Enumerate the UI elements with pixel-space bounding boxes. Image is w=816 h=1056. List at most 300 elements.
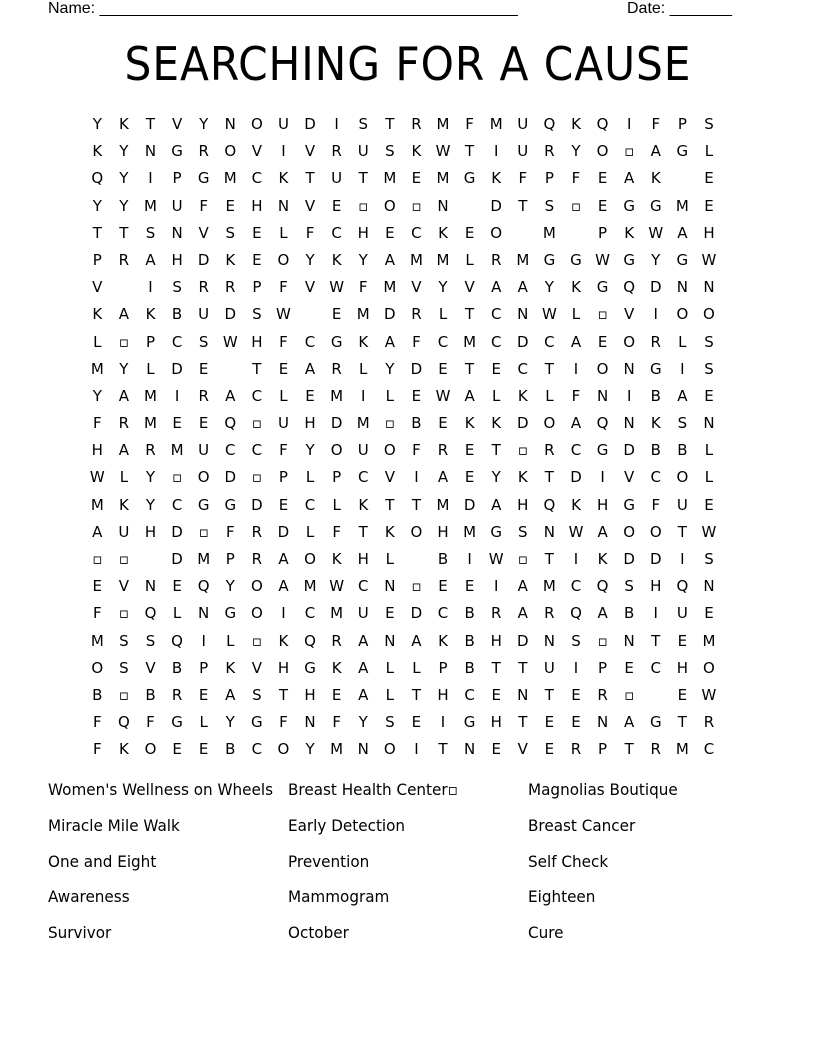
grid-cell: A xyxy=(677,386,688,405)
grid-cell: D xyxy=(224,305,237,324)
grid-cell: Q xyxy=(304,631,316,650)
grid-cell: N xyxy=(437,196,449,215)
grid-cell: A xyxy=(491,278,502,297)
grid-cell: ▫ xyxy=(251,631,262,650)
page-title: SEARCHING FOR A CAUSE xyxy=(124,37,692,91)
grid-cell: O xyxy=(543,414,556,433)
grid-cell: K xyxy=(331,250,342,269)
grid-cell: E xyxy=(677,685,688,704)
grid-cell: Y xyxy=(225,713,235,732)
grid-cell: S xyxy=(358,115,368,133)
grid-cell: F xyxy=(651,115,661,133)
grid-cell: T xyxy=(677,522,687,541)
grid-cell: A xyxy=(145,250,156,269)
grid-cell: Y xyxy=(438,278,448,297)
grid-cell: E xyxy=(225,196,235,215)
grid-row xyxy=(84,546,722,573)
grid-cell: G xyxy=(171,713,183,732)
grid-cell: F xyxy=(279,278,288,297)
grid-cell: C xyxy=(570,441,582,460)
grid-cell: E xyxy=(464,441,475,460)
word-item: Breast Health Center▫ xyxy=(288,780,458,799)
grid-cell: M xyxy=(463,522,477,541)
grid-cell: E xyxy=(278,495,289,514)
grid-cell: U xyxy=(517,115,529,133)
grid-cell: L xyxy=(199,713,208,732)
word-item: Women's Wellness on Wheels xyxy=(48,780,274,799)
grid-cell: E xyxy=(385,223,395,242)
grid-cell: ▫ xyxy=(92,550,103,568)
grid-cell: H xyxy=(437,685,449,704)
grid-cell: L xyxy=(359,359,368,378)
grid-cell: N xyxy=(144,142,157,161)
grid-cell: A xyxy=(491,495,502,514)
grid-cell: P xyxy=(544,169,554,188)
grid-cell: H xyxy=(304,685,316,704)
grid-cell: F xyxy=(92,414,102,433)
grid-cell: T xyxy=(677,713,687,732)
grid-cell: K xyxy=(358,332,369,351)
word-list-column-3 xyxy=(528,772,768,951)
grid-cell: I xyxy=(680,550,685,568)
grid-cell: A xyxy=(278,550,289,568)
grid-cell: D xyxy=(623,550,635,568)
grid-cell: R xyxy=(331,631,342,650)
grid-cell: A xyxy=(358,658,369,677)
grid-cell: K xyxy=(517,386,528,405)
grid-cell: H xyxy=(251,332,263,351)
grid-cell: N xyxy=(144,577,157,596)
grid-cell: P xyxy=(252,278,262,297)
grid-row xyxy=(84,193,722,220)
word-item: Magnolias Boutique xyxy=(528,780,678,799)
grid-cell: S xyxy=(119,631,129,650)
grid-cell: U xyxy=(357,604,369,623)
grid-cell: V xyxy=(92,278,103,297)
grid-cell xyxy=(669,165,696,192)
grid-cell: N xyxy=(543,522,555,541)
grid-cell: O xyxy=(144,740,157,759)
grid-cell: H xyxy=(676,658,688,677)
grid-cell: K xyxy=(571,495,581,514)
grid-row xyxy=(84,165,722,192)
grid-cell: C xyxy=(251,386,263,405)
grid-cell: C xyxy=(304,332,316,351)
grid-cell: M xyxy=(330,386,344,405)
grid-cell: D xyxy=(171,550,183,568)
grid-cell: K xyxy=(464,414,475,433)
grid-cell: A xyxy=(118,441,130,460)
grid-cell: V xyxy=(118,577,130,596)
grid-cell: V xyxy=(464,278,475,297)
grid-cell xyxy=(456,193,483,220)
grid-cell: Y xyxy=(92,386,102,405)
grid-cell: L xyxy=(545,386,554,405)
grid-cell: N xyxy=(384,631,396,650)
grid-cell: T xyxy=(465,305,475,324)
grid-cell: R xyxy=(544,604,555,623)
grid-cell: O xyxy=(623,332,636,351)
grid-cell: E xyxy=(571,713,581,732)
word-list-column-2 xyxy=(288,772,528,951)
grid-cell: E xyxy=(464,468,475,487)
grid-cell: O xyxy=(250,577,263,596)
grid-cell: T xyxy=(518,196,528,215)
grid-cell: F xyxy=(92,740,102,759)
grid-cell: O xyxy=(224,142,237,161)
grid-cell: C xyxy=(171,495,183,514)
grid-cell: F xyxy=(332,522,341,541)
grid-cell: W xyxy=(222,332,238,351)
grid-cell: A xyxy=(570,332,582,351)
grid-cell: F xyxy=(465,115,474,133)
grid-cell: S xyxy=(544,196,555,215)
grid-cell: V xyxy=(624,305,635,324)
grid-cell xyxy=(403,546,430,573)
grid-cell: W xyxy=(488,550,504,568)
grid-cell: G xyxy=(676,142,689,161)
grid-cell: A xyxy=(304,359,316,378)
grid-cell: B xyxy=(650,386,661,405)
grid-cell: T xyxy=(92,223,102,242)
grid-cell: B xyxy=(464,604,475,623)
grid-cell: O xyxy=(676,305,689,324)
grid-cell: N xyxy=(277,196,290,215)
grid-cell: W xyxy=(276,305,291,324)
word-item: Mammogram xyxy=(288,887,390,907)
grid-cell: M xyxy=(330,740,344,759)
grid-cell xyxy=(563,220,590,247)
grid-row xyxy=(84,274,722,301)
grid-cell: ▫ xyxy=(517,441,528,460)
grid-cell: B xyxy=(464,658,475,677)
grid-cell: K xyxy=(331,550,342,568)
word-list-column-1 xyxy=(48,772,288,951)
grid-cell: ▫ xyxy=(118,332,129,351)
grid-cell: S xyxy=(145,223,156,242)
grid-cell: E xyxy=(704,169,714,188)
grid-cell: O xyxy=(277,740,290,759)
grid-cell: L xyxy=(438,305,448,324)
grid-cell: G xyxy=(623,196,635,215)
grid-cell: ▫ xyxy=(624,685,635,704)
grid-cell: P xyxy=(278,468,288,487)
grid-cell: F xyxy=(412,441,421,460)
grid-cell: R xyxy=(490,604,502,623)
grid-cell: D xyxy=(517,414,529,433)
grid-cell: T xyxy=(465,359,475,378)
grid-cell: S xyxy=(704,115,714,133)
grid-cell: T xyxy=(252,359,262,378)
word-item: Awareness xyxy=(48,887,130,907)
grid-cell: K xyxy=(278,169,289,188)
grid-cell: D xyxy=(384,305,396,324)
grid-cell: O xyxy=(596,142,609,161)
grid-cell: E xyxy=(464,577,475,596)
grid-cell: P xyxy=(598,658,608,677)
grid-cell: M xyxy=(436,495,450,514)
grid-cell: V xyxy=(198,223,209,242)
grid-cell: ▫ xyxy=(411,577,422,596)
grid-cell: S xyxy=(225,223,236,242)
grid-cell: P xyxy=(598,223,608,242)
grid-cell: R xyxy=(118,250,130,269)
grid-cell: R xyxy=(437,441,449,460)
grid-cell xyxy=(111,274,138,301)
grid-cell: M xyxy=(303,577,317,596)
grid-cell: K xyxy=(92,142,103,161)
grid-cell: O xyxy=(383,740,396,759)
grid-cell: O xyxy=(596,359,609,378)
grid-cell: C xyxy=(251,441,263,460)
grid-cell: G xyxy=(224,604,237,623)
grid-row xyxy=(84,437,722,464)
word-item: Breast Cancer xyxy=(528,815,636,835)
grid-cell: Y xyxy=(92,196,102,215)
grid-cell: M xyxy=(702,631,716,650)
grid-cell: L xyxy=(305,522,315,541)
grid-cell: I xyxy=(493,577,499,596)
grid-cell: L xyxy=(704,441,714,460)
grid-cell: ▫ xyxy=(384,414,395,433)
grid-cell: E xyxy=(438,359,448,378)
grid-cell: S xyxy=(704,359,714,378)
grid-cell: F xyxy=(92,604,102,623)
grid-cell: S xyxy=(172,278,182,297)
grid-cell: U xyxy=(277,115,289,133)
grid-cell: K xyxy=(225,658,236,677)
grid-cell: N xyxy=(676,278,688,297)
grid-cell: F xyxy=(651,495,661,514)
grid-cell: ▫ xyxy=(411,196,422,215)
grid-cell: F xyxy=(279,713,288,732)
grid-cell: V xyxy=(304,196,316,215)
grid-cell: ▫ xyxy=(118,685,129,704)
grid-cell: F xyxy=(92,713,102,732)
grid-cell: N xyxy=(623,414,635,433)
grid-cell: L xyxy=(279,386,288,405)
grid-cell: Y xyxy=(571,142,581,161)
grid-cell: P xyxy=(225,550,235,568)
grid-cell: M xyxy=(542,223,556,242)
grid-cell: Y xyxy=(92,115,102,133)
grid-cell: M xyxy=(144,386,157,405)
grid-cell: A xyxy=(464,386,475,405)
grid-cell: D xyxy=(410,359,423,378)
grid-cell: ▫ xyxy=(251,414,262,433)
grid-row xyxy=(84,220,722,247)
grid-cell: G xyxy=(649,359,662,378)
grid-cell: Q xyxy=(543,495,556,514)
grid-cell: E xyxy=(411,386,422,405)
grid-cell: K xyxy=(92,305,103,324)
grid-row xyxy=(84,519,722,546)
grid-cell: B xyxy=(437,550,449,568)
grid-cell: K xyxy=(571,278,581,297)
grid-cell: E xyxy=(704,495,714,514)
grid-cell: O xyxy=(649,522,662,541)
grid-cell: T xyxy=(145,115,156,133)
grid-cell: V xyxy=(304,142,316,161)
grid-cell: A xyxy=(358,685,369,704)
grid-cell: U xyxy=(277,414,289,433)
grid-cell: ▫ xyxy=(570,196,582,215)
grid-cell: H xyxy=(517,495,529,514)
grid-cell: T xyxy=(624,740,634,759)
grid-cell: T xyxy=(358,522,368,541)
word-item: One and Eight xyxy=(48,851,157,871)
grid-cell: M xyxy=(383,278,397,297)
grid-cell: E xyxy=(198,414,209,433)
grid-cell: R xyxy=(331,359,342,378)
grid-cell: G xyxy=(224,495,237,514)
grid-cell: U xyxy=(331,169,343,188)
grid-cell: O xyxy=(383,196,396,215)
grid-cell: R xyxy=(597,685,608,704)
grid-cell: S xyxy=(385,713,395,732)
grid-row xyxy=(84,600,722,627)
grid-cell: D xyxy=(224,468,237,487)
grid-cell: Y xyxy=(119,169,129,188)
grid-cell: M xyxy=(436,169,450,188)
grid-cell: H xyxy=(437,522,449,541)
grid-cell: T xyxy=(544,550,554,568)
word-item: Eighteen xyxy=(528,887,596,907)
grid-row xyxy=(84,247,722,274)
word-item: Prevention xyxy=(288,851,370,871)
grid-cell: B xyxy=(624,604,635,623)
grid-cell: C xyxy=(650,658,661,677)
grid-cell: M xyxy=(90,631,104,650)
grid-cell: B xyxy=(171,305,183,324)
grid-cell: C xyxy=(357,577,369,596)
grid-cell: W xyxy=(329,577,345,596)
grid-cell: L xyxy=(279,223,288,242)
grid-cell: V xyxy=(145,658,156,677)
grid-cell: E xyxy=(491,359,501,378)
grid-cell: N xyxy=(517,305,529,324)
grid-cell: E xyxy=(252,223,262,242)
grid-row xyxy=(84,329,722,356)
grid-cell: F xyxy=(199,196,208,215)
grid-cell: A xyxy=(597,522,608,541)
grid-cell: F xyxy=(332,713,341,732)
grid-cell: S xyxy=(624,577,634,596)
grid-cell: E xyxy=(331,196,342,215)
grid-cell: E xyxy=(172,740,182,759)
grid-cell: L xyxy=(172,604,182,623)
grid-cell: G xyxy=(463,713,476,732)
grid-cell: L xyxy=(385,386,394,405)
grid-cell: D xyxy=(517,631,529,650)
grid-cell: O xyxy=(304,550,316,568)
grid-cell: ▫ xyxy=(597,305,608,324)
grid-cell: I xyxy=(467,550,472,568)
grid-cell: C xyxy=(437,332,449,351)
grid-cell: I xyxy=(334,115,339,133)
grid-cell: W xyxy=(435,386,451,405)
grid-cell: G xyxy=(623,495,635,514)
word-item: Early Detection xyxy=(288,815,406,835)
grid-cell: B xyxy=(92,685,103,704)
grid-cell: H xyxy=(144,522,157,541)
grid-cell: A xyxy=(118,305,130,324)
grid-cell: M xyxy=(90,359,104,378)
grid-cell: E xyxy=(438,577,448,596)
grid-cell: M xyxy=(436,250,450,269)
grid-cell: ▫ xyxy=(171,468,183,487)
grid-cell: O xyxy=(623,522,636,541)
grid-cell: F xyxy=(279,441,288,460)
grid-cell: E xyxy=(491,740,501,759)
grid-cell: U xyxy=(543,658,555,677)
grid-cell: F xyxy=(358,278,368,297)
grid-cell: A xyxy=(650,142,661,161)
grid-cell: A xyxy=(278,577,289,596)
grid-cell: D xyxy=(171,359,183,378)
grid-cell: Y xyxy=(305,441,315,460)
grid-cell: C xyxy=(331,223,342,242)
grid-cell: Y xyxy=(358,250,368,269)
grid-cell: E xyxy=(438,414,448,433)
grid-cell: N xyxy=(198,604,210,623)
grid-cell: E xyxy=(198,740,209,759)
grid-cell: E xyxy=(331,305,342,324)
grid-cell: I xyxy=(440,713,446,732)
word-item: October xyxy=(288,923,349,943)
grid-cell: U xyxy=(198,305,210,324)
grid-cell: T xyxy=(544,685,554,704)
grid-cell: S xyxy=(145,631,156,650)
grid-cell: A xyxy=(92,522,103,541)
grid-cell: A xyxy=(517,604,528,623)
grid-cell: W xyxy=(595,250,610,269)
grid-cell: R xyxy=(650,332,661,351)
grid-cell: H xyxy=(304,414,316,433)
grid-cell: A xyxy=(517,278,528,297)
grid-cell xyxy=(217,356,244,383)
grid-cell: K xyxy=(517,468,528,487)
grid-cell: V xyxy=(251,142,262,161)
grid-cell: M xyxy=(223,169,237,188)
grid-cell: C xyxy=(517,359,529,378)
grid-cell: V xyxy=(624,468,635,487)
grid-cell: T xyxy=(358,169,368,188)
grid-cell: Y xyxy=(544,278,554,297)
grid-cell: L xyxy=(465,250,474,269)
grid-cell: Q xyxy=(676,577,689,596)
grid-cell: W xyxy=(89,468,105,487)
grid-cell: A xyxy=(624,713,635,732)
grid-cell: H xyxy=(650,577,662,596)
grid-cell: I xyxy=(600,468,605,487)
grid-cell: L xyxy=(704,468,714,487)
grid-cell: Y xyxy=(305,250,315,269)
grid-cell: C xyxy=(464,685,475,704)
grid-cell: I xyxy=(361,386,366,405)
grid-cell: K xyxy=(411,142,422,161)
grid-cell: M xyxy=(356,414,370,433)
grid-cell: Q xyxy=(543,115,556,133)
grid-cell: U xyxy=(676,604,688,623)
grid-cell: P xyxy=(438,658,448,677)
grid-cell: W xyxy=(329,278,345,297)
grid-cell: B xyxy=(411,414,422,433)
grid-cell: M xyxy=(463,332,477,351)
grid-cell: H xyxy=(357,550,369,568)
grid-cell: Q xyxy=(91,169,104,188)
grid-cell: Q xyxy=(596,115,609,133)
